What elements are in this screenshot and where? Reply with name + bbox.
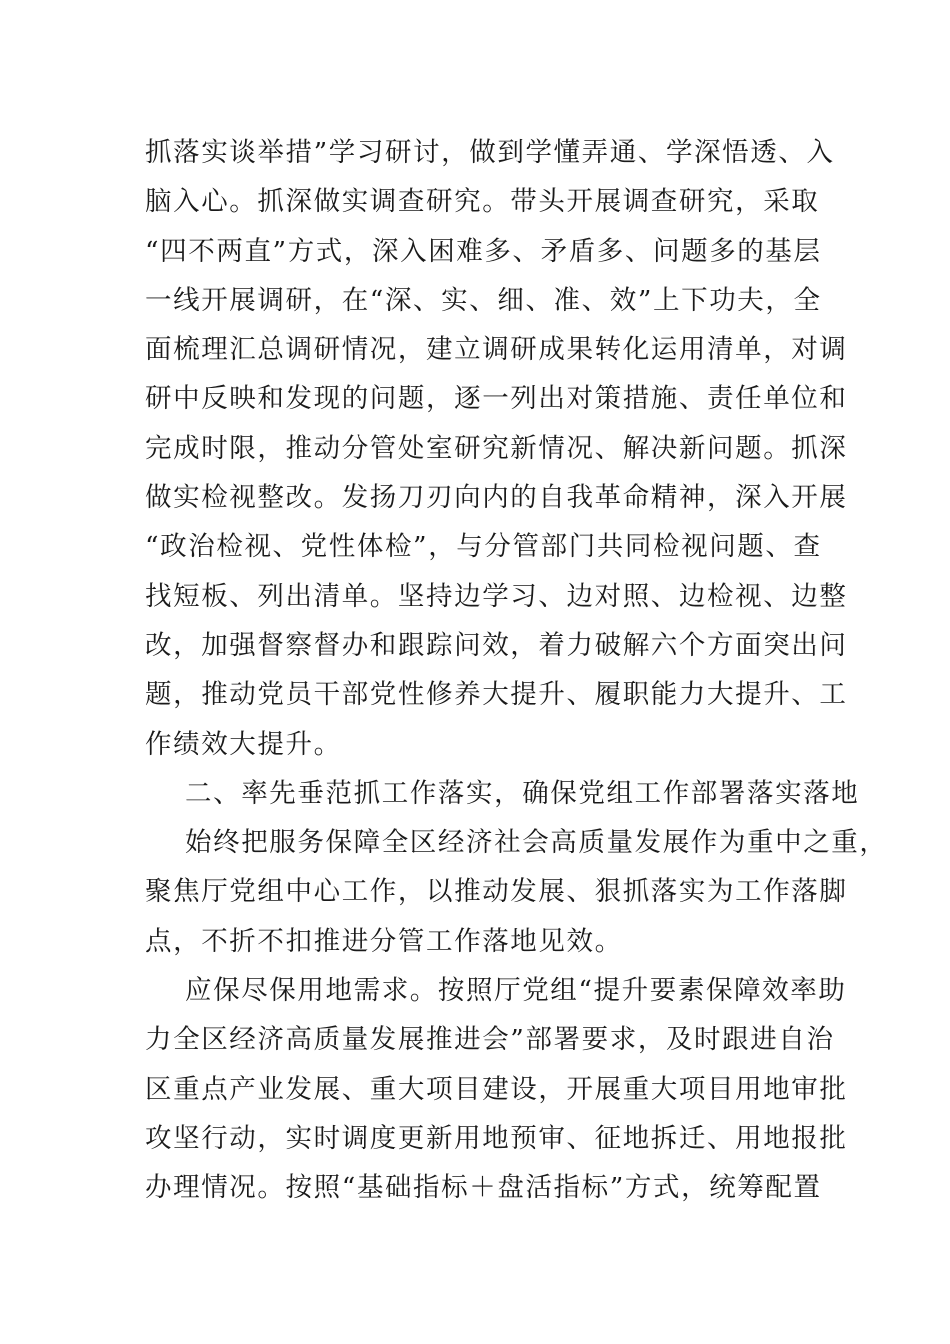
text-line: 做实检视整改。发扬刀刃向内的自我革命精神，深入开展 (145, 482, 848, 514)
text-line: “四不两直”方式，深入困难多、矛盾多、问题多的基层 (145, 235, 822, 267)
paragraph-start-line: 应保尽保用地需求。按照厅党组“提升要素保障效率助 (185, 975, 847, 1007)
text-line: 一线开展调研，在“深、实、细、准、效”上下功夫，全 (145, 284, 822, 316)
text-line: 题，推动党员干部党性修养大提升、履职能力大提升、工 (145, 679, 848, 711)
text-line: 攻坚行动，实时调度更新用地预审、征地拆迁、用地报批 (145, 1122, 848, 1154)
text-line: 点，不折不扣推进分管工作落地见效。 (145, 925, 623, 957)
text-line: 作绩效大提升。 (145, 728, 342, 760)
text-line: 区重点产业发展、重大项目建设，开展重大项目用地审批 (145, 1073, 848, 1105)
text-line: 研中反映和发现的问题，逐一列出对策措施、责任单位和 (145, 383, 848, 415)
document-body (145, 128, 888, 1213)
paragraph-start-line: 始终把服务保障全区经济社会高质量发展作为重中之重， (185, 827, 888, 859)
section-heading: 二、率先垂范抓工作落实，确保党组工作部署落实落地 (185, 777, 860, 809)
text-line: “政治检视、党性体检”，与分管部门共同检视问题、查 (145, 531, 822, 563)
text-line: 改，加强督察督办和跟踪问效，着力破解六个方面突出问 (145, 629, 848, 661)
text-line: 完成时限，推动分管处室研究新情况、解决新问题。抓深 (145, 432, 848, 464)
text-line: 力全区经济高质量发展推进会”部署要求，及时跟进自治 (145, 1024, 835, 1056)
text-line: 办理情况。按照“基础指标＋盘活指标”方式，统筹配置 (145, 1172, 822, 1204)
text-line: 抓落实谈举措”学习研讨，做到学懂弄通、学深悟透、入 (145, 137, 835, 168)
text-line: 面梳理汇总调研情况，建立调研成果转化运用清单，对调 (145, 334, 848, 366)
text-line: 聚焦厅党组中心工作，以推动发展、狠抓落实为工作落脚 (145, 876, 848, 908)
text-line: 脑入心。抓深做实调查研究。带头开展调查研究，采取 (145, 186, 820, 218)
text-line: 找短板、列出清单。坚持边学习、边对照、边检视、边整 (145, 580, 848, 612)
